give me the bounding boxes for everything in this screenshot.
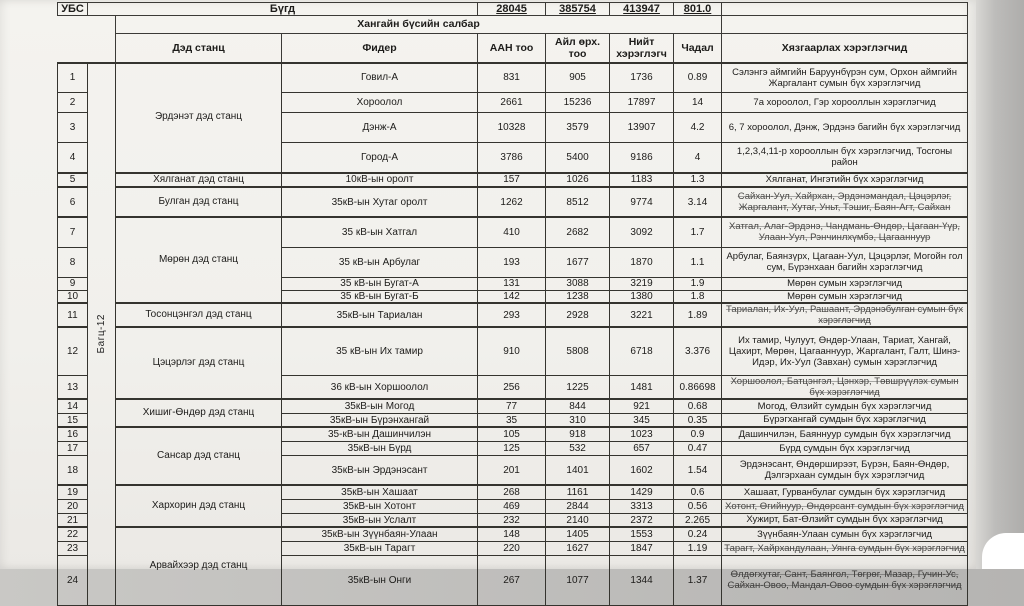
total-consumers-cell: 1481 <box>610 375 674 399</box>
limit-consumers-text: Тариалан, Их-Уул, Рашаант, Эрдэнэбулган сумын бүх хэрэглэгчид <box>725 304 964 327</box>
substation-cell: Сансар дэд станц <box>116 427 282 485</box>
section-header: Хангайн бүсийн салбар <box>116 16 722 34</box>
feeder-cell: 35кВ-ын Онги <box>282 555 478 605</box>
feeder-cell: 35кВ-ын Хотонт <box>282 499 478 513</box>
table-row <box>58 217 968 247</box>
total-households-value: 385754 <box>546 3 610 16</box>
limit-consumers-cell <box>722 485 968 499</box>
limit-consumers-text: Хялганат, Ингэтийн бүх хэрэглэгчид <box>765 174 924 186</box>
aan-count-cell: 831 <box>478 63 546 93</box>
feeder-cell: 35кВ-ын Тариалан <box>282 303 478 327</box>
feeder-cell: 36 кВ-ын Хоршоолол <box>282 375 478 399</box>
aan-count-cell: 148 <box>478 527 546 541</box>
power-cell: 1.8 <box>674 290 722 303</box>
limit-consumers-cell <box>722 143 968 173</box>
household-count-cell: 5808 <box>546 327 610 375</box>
limit-consumers-cell <box>722 113 968 143</box>
spacer-cell <box>88 16 116 34</box>
spacer-cell <box>58 16 88 34</box>
total-aan-value: 28045 <box>478 3 546 16</box>
power-cell: 1.54 <box>674 455 722 485</box>
household-count-cell: 8512 <box>546 187 610 217</box>
limit-consumers-text: Арбулаг, Баянзүрх, Цагаан-Уул, Цэцэрлэг, Могойн гол сум, Бүрэнхаан багийн хэрэглэгчид <box>726 250 963 273</box>
aan-count-cell: 157 <box>478 173 546 188</box>
total-label: Бүгд <box>88 3 478 16</box>
row-number-cell: 13 <box>58 375 88 399</box>
aan-count-cell: 77 <box>478 399 546 413</box>
power-cell: 3.14 <box>674 187 722 217</box>
column-header-row <box>58 34 968 63</box>
total-consumers-cell: 9774 <box>610 187 674 217</box>
row-number-cell: 2 <box>58 93 88 113</box>
power-cell: 0.24 <box>674 527 722 541</box>
feeder-cell: 35кВ-ын Бүрэнхангай <box>282 413 478 427</box>
totals-row-empty-cell <box>722 3 968 16</box>
limit-consumers-cell <box>722 499 968 513</box>
feeder-cell: 35кВ-ын Могод <box>282 399 478 413</box>
power-cell: 0.56 <box>674 499 722 513</box>
aan-count-cell: 410 <box>478 217 546 247</box>
power-cell: 2.265 <box>674 513 722 527</box>
table-row <box>58 527 968 541</box>
feeder-cell: 35кВ-ын Хутаг оролт <box>282 187 478 217</box>
limit-consumers-cell <box>722 413 968 427</box>
row-number-cell: 18 <box>58 455 88 485</box>
ubs-label: УБС <box>58 3 88 16</box>
substation-cell: Хархорин дэд станц <box>116 485 282 527</box>
limit-consumers-text: 1,2,3,4,11-р хорооллын бүх хэрэглэгчид, Тосгоны район <box>736 146 953 169</box>
table-row <box>58 63 968 93</box>
household-count-cell: 2682 <box>546 217 610 247</box>
column-header-aan: ААН тоо <box>478 34 546 63</box>
feeder-cell: 35кВ-ын Хашаат <box>282 485 478 499</box>
row-number-cell: 9 <box>58 277 88 290</box>
row-number-cell: 1 <box>58 63 88 93</box>
limit-consumers-text: Хоршоолол, Батцэнгэл, Цэнхэр, Төвшрүүлэх сумын бүх хэрэглэгчид <box>730 375 959 399</box>
limit-consumers-cell <box>722 427 968 441</box>
total-consumers-cell: 657 <box>610 441 674 455</box>
total-consumers-cell: 9186 <box>610 143 674 173</box>
household-count-cell: 310 <box>546 413 610 427</box>
power-cell: 0.6 <box>674 485 722 499</box>
row-number-cell: 15 <box>58 413 88 427</box>
limit-consumers-text: Өлдөгхутаг, Сант, Баянгол, Төгрөг, Мазар, Гучин-Ус, Сайхан-Овоо, Мандал-Овоо сумдын бүх хэрэглэгчид <box>727 569 962 592</box>
total-consumers-cell: 17897 <box>610 93 674 113</box>
feeder-cell: 35кВ-ын Услалт <box>282 513 478 527</box>
column-header-limit: Хязгаарлах хэрэглэгчид <box>722 34 968 63</box>
limit-consumers-text: Мөрөн сумын хэрэглэгчид <box>787 290 902 302</box>
household-count-cell: 1077 <box>546 555 610 605</box>
household-count-cell: 15236 <box>546 93 610 113</box>
household-count-cell: 532 <box>546 441 610 455</box>
section-row-empty-cell <box>722 16 968 34</box>
section-header-row <box>58 16 968 34</box>
total-consumers-cell: 1183 <box>610 173 674 188</box>
limit-consumers-cell <box>722 399 968 413</box>
power-cell: 0.47 <box>674 441 722 455</box>
aan-count-cell: 1262 <box>478 187 546 217</box>
limit-consumers-cell <box>722 247 968 277</box>
aan-count-cell: 268 <box>478 485 546 499</box>
limit-consumers-cell <box>722 277 968 290</box>
total-consumers-cell: 1429 <box>610 485 674 499</box>
total-consumers-value: 413947 <box>610 3 674 16</box>
totals-row <box>58 3 968 16</box>
limit-consumers-text: Сайхан-Уул, Хайрхан, Эрдэнэмандал, Цэцэрлэг, Жаргалант, Хутаг, Уньт, Тэшиг, Баян-Агт, Сайхан <box>737 190 952 213</box>
photo-right-margin <box>976 0 1024 569</box>
substation-cell: Мөрөн дэд станц <box>116 217 282 303</box>
limit-consumers-text: Хашаат, Гурванбулаг сумдын бүх хэрэглэгчид <box>743 486 946 498</box>
aan-count-cell: 910 <box>478 327 546 375</box>
total-consumers-cell: 2372 <box>610 513 674 527</box>
limit-consumers-cell <box>722 541 968 555</box>
substation-cell: Тосонцэнгэл дэд станц <box>116 303 282 327</box>
limit-consumers-cell <box>722 513 968 527</box>
household-count-cell: 905 <box>546 63 610 93</box>
total-consumers-cell: 345 <box>610 413 674 427</box>
limit-consumers-text: Дашинчилэн, Баяннуур сумдын бүх хэрэглэгчид <box>738 428 951 440</box>
total-consumers-cell: 6718 <box>610 327 674 375</box>
feeder-cell: 35-кВ-ын Дашинчилэн <box>282 427 478 441</box>
total-consumers-cell: 1602 <box>610 455 674 485</box>
limit-consumers-text: Бүрэгхангай сумдын бүх хэрэглэгчид <box>763 414 926 426</box>
total-consumers-cell: 1553 <box>610 527 674 541</box>
limit-consumers-cell <box>722 375 968 399</box>
row-number-cell: 6 <box>58 187 88 217</box>
limit-consumers-text: Хужирт, Бат-Өлзийт сумдын бүх хэрэглэгчид <box>746 514 943 526</box>
household-count-cell: 1225 <box>546 375 610 399</box>
limit-consumers-text: Хотонт, Өгийнуур, Өндөрсант сумдын бүх хэрэглэгчид <box>725 500 964 512</box>
row-number-cell: 24 <box>58 555 88 605</box>
limit-consumers-text: Эрдэнэсант, Өндөрширээт, Бүрэн, Баян-Өндөр, Дэлгэрхаан сумдын бүх хэрэглэгчид <box>739 458 950 482</box>
limit-consumers-cell <box>722 303 968 327</box>
household-count-cell: 2928 <box>546 303 610 327</box>
limit-consumers-cell <box>722 187 968 217</box>
row-number-cell: 20 <box>58 499 88 513</box>
power-cell: 4.2 <box>674 113 722 143</box>
power-cell: 1.89 <box>674 303 722 327</box>
household-count-cell: 3579 <box>546 113 610 143</box>
household-count-cell: 2140 <box>546 513 610 527</box>
table-row <box>58 427 968 441</box>
limit-consumers-cell <box>722 217 968 247</box>
total-consumers-cell: 3313 <box>610 499 674 513</box>
household-count-cell: 2844 <box>546 499 610 513</box>
column-header-power: Чадал <box>674 34 722 63</box>
group-label-cell <box>88 63 116 606</box>
limit-consumers-cell <box>722 93 968 113</box>
substation-cell: Хялганат дэд станц <box>116 173 282 188</box>
row-number-cell: 10 <box>58 290 88 303</box>
limit-consumers-cell <box>722 527 968 541</box>
limit-consumers-text: 7а хороолол, Гэр хорооллын хэрэглэгчид <box>753 96 936 108</box>
total-consumers-cell: 3219 <box>610 277 674 290</box>
limit-consumers-cell <box>722 327 968 375</box>
power-cell: 1.7 <box>674 217 722 247</box>
table-row <box>58 485 968 499</box>
column-header-households: Айл өрх. тоо <box>546 34 610 63</box>
row-number-cell: 19 <box>58 485 88 499</box>
aan-count-cell: 232 <box>478 513 546 527</box>
row-number-cell: 11 <box>58 303 88 327</box>
limit-consumers-text: Зүүнбаян-Улаан сумын бүх хэрэглэгчид <box>757 528 932 540</box>
limit-consumers-text: 6, 7 хороолол, Дэнж, Эрдэнэ багийн бүх хэрэглэгчид <box>728 121 961 133</box>
group-label: Багц-12 <box>96 314 107 354</box>
table-row <box>58 399 968 413</box>
feeder-cell: 35кВ-ын Тарагт <box>282 541 478 555</box>
household-count-cell: 5400 <box>546 143 610 173</box>
row-number-cell: 4 <box>58 143 88 173</box>
power-cell: 1.3 <box>674 173 722 188</box>
column-header-station: Дэд станц <box>116 34 282 63</box>
table-row <box>58 327 968 375</box>
row-number-cell: 8 <box>58 247 88 277</box>
household-count-cell: 1026 <box>546 173 610 188</box>
aan-count-cell: 10328 <box>478 113 546 143</box>
limit-consumers-text: Тарагт, Хайрхандулаан, Уянга сумдын бүх хэрэглэгчид <box>724 542 965 554</box>
table-row <box>58 173 968 188</box>
household-count-cell: 1405 <box>546 527 610 541</box>
aan-count-cell: 125 <box>478 441 546 455</box>
total-consumers-cell: 3221 <box>610 303 674 327</box>
household-count-cell: 918 <box>546 427 610 441</box>
household-count-cell: 1677 <box>546 247 610 277</box>
row-number-cell: 12 <box>58 327 88 375</box>
limit-consumers-text: Сэлэнгэ аймгийн Баруунбүрэн сум, Орхон аймгийн Жаргалант сумын бүх хэрэглэгчид <box>732 66 957 89</box>
household-count-cell: 3088 <box>546 277 610 290</box>
household-count-cell: 1627 <box>546 541 610 555</box>
household-count-cell: 844 <box>546 399 610 413</box>
aan-count-cell: 3786 <box>478 143 546 173</box>
row-number-cell: 22 <box>58 527 88 541</box>
power-cell: 3.376 <box>674 327 722 375</box>
limit-consumers-cell <box>722 441 968 455</box>
row-number-cell: 14 <box>58 399 88 413</box>
total-consumers-cell: 1847 <box>610 541 674 555</box>
limit-consumers-cell <box>722 555 968 605</box>
feeder-cell: 35 кВ-ын Бугат-А <box>282 277 478 290</box>
limit-consumers-text: Могод, Өлзийт сумдын бүх хэрэглэгчид <box>757 400 932 412</box>
aan-count-cell: 201 <box>478 455 546 485</box>
column-header-total-consumers: Нийт хэрэглэгч <box>610 34 674 63</box>
feeder-cell: 35 кВ-ын Арбулаг <box>282 247 478 277</box>
aan-count-cell: 256 <box>478 375 546 399</box>
household-count-cell: 1161 <box>546 485 610 499</box>
aan-count-cell: 142 <box>478 290 546 303</box>
table-row <box>58 303 968 327</box>
aan-count-cell: 267 <box>478 555 546 605</box>
total-consumers-cell: 1023 <box>610 427 674 441</box>
substation-cell: Хишиг-Өндөр дэд станц <box>116 399 282 427</box>
aan-count-cell: 193 <box>478 247 546 277</box>
power-cell: 0.9 <box>674 427 722 441</box>
limit-consumers-text: Хатгал, Алаг-Эрдэнэ, Чандмань-Өндөр, Цагаан-Үүр, Улаан-Уул, Рэнчинлхүмбэ, Цагааннуур <box>729 221 961 244</box>
limit-consumers-cell <box>722 63 968 93</box>
row-number-cell: 5 <box>58 173 88 188</box>
power-cell: 0.86698 <box>674 375 722 399</box>
limit-consumers-text: Мөрөн сумын хэрэглэгчид <box>787 277 902 289</box>
power-cell: 14 <box>674 93 722 113</box>
row-number-cell: 7 <box>58 217 88 247</box>
substation-cell: Булган дэд станц <box>116 187 282 217</box>
column-header-feeder: Фидер <box>282 34 478 63</box>
power-cell: 1.19 <box>674 541 722 555</box>
feeder-cell: Город-А <box>282 143 478 173</box>
total-consumers-cell: 1870 <box>610 247 674 277</box>
spacer-cell <box>58 34 88 63</box>
total-consumers-cell: 13907 <box>610 113 674 143</box>
feeder-cell: Хороолол <box>282 93 478 113</box>
feeder-cell: 10кВ-ын оролт <box>282 173 478 188</box>
substation-cell: Арвайхээр дэд станц <box>116 527 282 605</box>
table-row <box>58 187 968 217</box>
total-consumers-cell: 1380 <box>610 290 674 303</box>
row-number-cell: 21 <box>58 513 88 527</box>
row-number-cell: 23 <box>58 541 88 555</box>
power-cell: 0.68 <box>674 399 722 413</box>
household-count-cell: 1238 <box>546 290 610 303</box>
total-consumers-cell: 1344 <box>610 555 674 605</box>
aan-count-cell: 293 <box>478 303 546 327</box>
feeder-cell: 35кВ-ын Эрдэнэсант <box>282 455 478 485</box>
power-cell: 1.9 <box>674 277 722 290</box>
power-cell: 4 <box>674 143 722 173</box>
limit-consumers-cell <box>722 290 968 303</box>
total-consumers-cell: 921 <box>610 399 674 413</box>
limit-consumers-cell <box>722 455 968 485</box>
substation-cell: Эрдэнэт дэд станц <box>116 63 282 173</box>
limit-consumers-cell <box>722 173 968 188</box>
total-consumers-cell: 3092 <box>610 217 674 247</box>
feeder-cell: 35 кВ-ын Их тамир <box>282 327 478 375</box>
spacer-cell <box>88 34 116 63</box>
aan-count-cell: 469 <box>478 499 546 513</box>
row-number-cell: 16 <box>58 427 88 441</box>
aan-count-cell: 131 <box>478 277 546 290</box>
feeder-cell: 35кВ-ын Бүрд <box>282 441 478 455</box>
limit-consumers-text: Их тамир, Чулуут, Өндөр-Улаан, Тариат, Хангай, Цахирт, Мөрөн, Цагааннуур, Жаргалант, Галт, Шинэ-Идэр, Их-Уул (Завхан) сумын хэрэглэгчид <box>728 334 961 369</box>
feeder-cell: 35 кВ-ын Хатгал <box>282 217 478 247</box>
power-cell: 1.37 <box>674 555 722 605</box>
feeder-cell: Дэнж-А <box>282 113 478 143</box>
power-cell: 0.35 <box>674 413 722 427</box>
aan-count-cell: 35 <box>478 413 546 427</box>
aan-count-cell: 105 <box>478 427 546 441</box>
aan-count-cell: 2661 <box>478 93 546 113</box>
row-number-cell: 3 <box>58 113 88 143</box>
power-cell: 1.1 <box>674 247 722 277</box>
household-count-cell: 1401 <box>546 455 610 485</box>
limit-consumers-text: Бүрд сумдын бүх хэрэглэгчид <box>779 442 910 454</box>
total-consumers-cell: 1736 <box>610 63 674 93</box>
row-number-cell: 17 <box>58 441 88 455</box>
feeder-cell: Говил-А <box>282 63 478 93</box>
substation-cell: Цэцэрлэг дэд станц <box>116 327 282 399</box>
total-power-value: 801.0 <box>674 3 722 16</box>
consumers-limit-table <box>57 2 968 606</box>
power-cell: 0.89 <box>674 63 722 93</box>
feeder-cell: 35кВ-ын Зүүнбаян-Улаан <box>282 527 478 541</box>
feeder-cell: 35 кВ-ын Бугат-Б <box>282 290 478 303</box>
aan-count-cell: 220 <box>478 541 546 555</box>
